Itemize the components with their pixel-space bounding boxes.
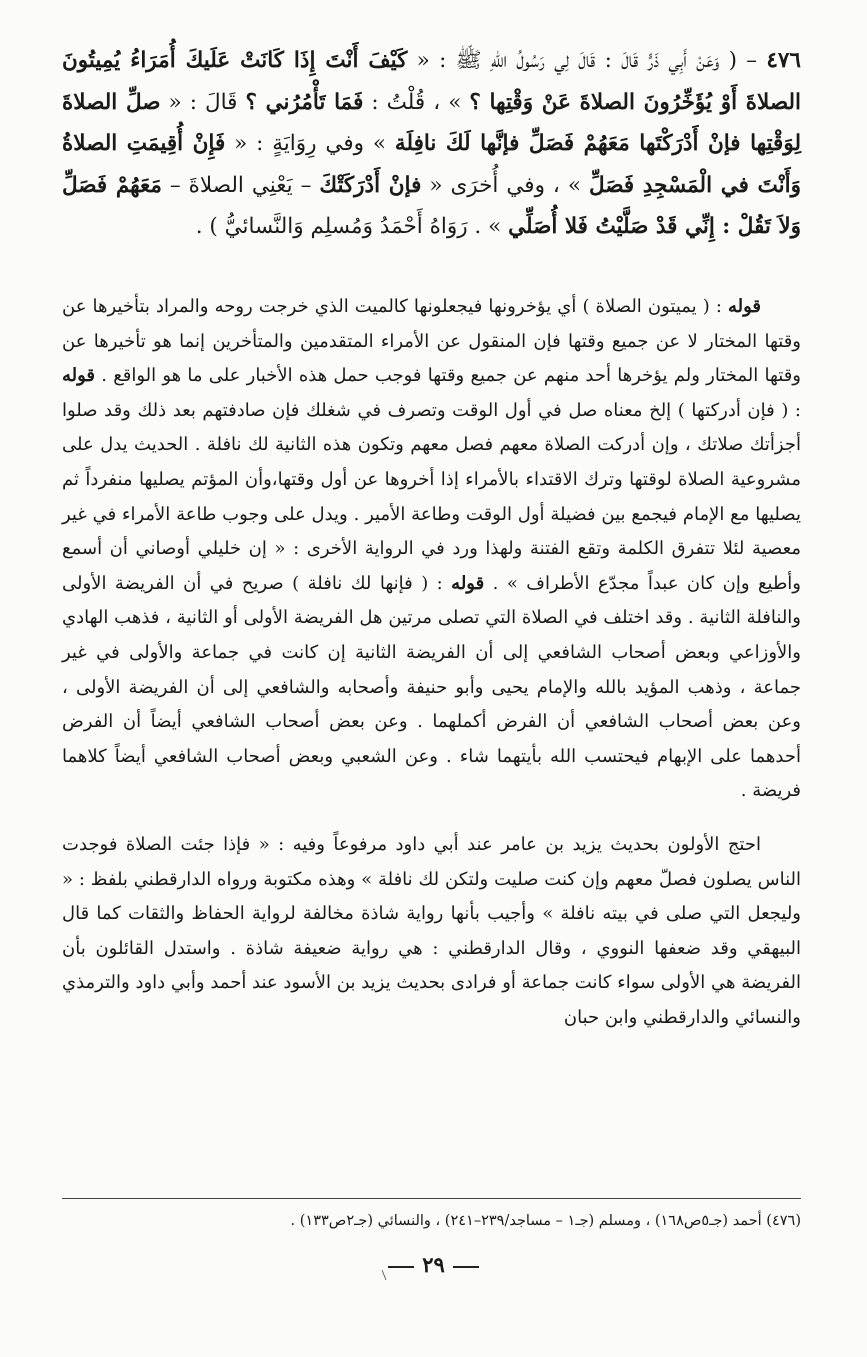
hadith-connector-3: » وفي رِوَايَةٍ : « [225, 131, 395, 156]
hadith-number: ٤٧٦ [766, 48, 801, 73]
commentary-text: : ( فإنها لك نافلة ) صريح في أن الفريضة الأولى والنافلة الثانية . وقد اختلف في الصلاة التي تصلى مرتين هل الفريضة الأولى أو الثانية ، فذهب الهادي والأوزاعي وبعض أصحاب الشافعي إلى أن الفريضة الثانية إن كانت في جماعة والأولى في غير جماعة ، وذهب المؤيد بالله والإمام يحيى وأبو حنيفة وأصحابه والشافعي إلى أن الفريضة الأولى ، وعن بعض أصحاب الشافعي أن الفرض أكملهما . وعن بعض أصحاب الشافعي أيضاً أن الفرض أحدهما على الإبهام فيحتسب الله بأيتهما شاء . وعن الشعبي وبعض أصحاب الشافعي أيضاً كلاهما فريضة . [62, 572, 802, 802]
footnote: (٤٧٦) أحمد (جـ٥ص١٦٨) ، ومسلم (جـ١ – مساجد/٢٣٩–٢٤١) ، والنسائي (جـ٢ص١٣٣) . [290, 1213, 801, 1229]
page-number-dash-left [388, 1266, 414, 1268]
hadith-intro: – ( وَعَنْ أَبِي ذَرٍّ قَالَ : قَالَ لِي رَسُولُ اللهِ ﷺ : « [407, 48, 767, 73]
hadith-text-6: مَعَهُمْ فَصَلِّ وَلاَ تَقُلْ : إِنِّي قَدْ صَلَّيْتُ فَلا أُصَلِّي [62, 172, 801, 239]
footnote-divider [62, 1198, 801, 1199]
hadith-connector-1: » ، قُلْتُ : [363, 89, 470, 115]
commentary-keyword: قوله [727, 296, 761, 317]
commentary-paragraph-1 [62, 290, 801, 809]
commentary-text: : ( يميتون الصلاة ) أي يؤخرونها فيجعلونها كالميت الذي خرجت روحه والمراد بتأخيرها عن وقتها المختار لا عن جميع وقتها فإن المنقول عن الأمراء المتقدمين والمتأخرين إنما هو تأخيرها عن وقتها المختار ولم يؤخرها أحد منهم عن جميع وقتها فوجب حمل هذه الأخبار على ما هو الواقع . [62, 296, 801, 387]
hadith-text-3: صلِّ الصلاةَ لِوَقْتِها فإنْ أَدْرَكْتَها مَعَهُمْ فَصَلِّ فإنَّها لَكَ نافِلَة [62, 89, 801, 156]
hadith-text-4: فَإِنْ أُقِيمَتِ الصلاةُ وَأَنْتَ في الْمَسْجِدِ فَصَلِّ [62, 131, 801, 198]
commentary-keyword: قوله [62, 365, 96, 387]
page-number [0, 1252, 867, 1277]
hadith-connector-4: » ، وفي أُخرَى « [421, 172, 589, 198]
page-number-value: ٢٩ [422, 1252, 445, 1277]
hadith-connector-5: – يَعْنِي الصلاةَ – [161, 172, 320, 198]
commentary-paragraph-2: احتج الأولون بحديث يزيد بن عامر عند أبي داود مرفوعاً وفيه : « فإذا جئت الصلاة فوجدت الناس يصلون فصلّ معهم وإن كنت صليت ولتكن لك نافلة » وهذه مكتوبة ورواه الدارقطني بلفظ : « وليجعل التي صلى في بيته نافلة » وأجيب بأنها رواية شاذة مخالفة لرواية الحفاظ والثقات كما قال البيهقي وقد ضعفها النووي ، وقال الدارقطني : هي رواية ضعيفة شاذة . واستدل القائلون بأن الفريضة هي الأولى سواء كانت جماعة أو فرادى بحديث يزيد بن الأسود عند أحمد وأبي داود والترمذي والنسائي والدارقطني وابن حبان [62, 833, 801, 1028]
commentary-keyword: قوله [451, 572, 485, 594]
scan-mark [380, 1270, 390, 1280]
hadith-text-5: فإنْ أَدْرَكَتْكَ [319, 172, 422, 198]
commentary-block [62, 290, 801, 1054]
page-number-dash-right [453, 1266, 479, 1268]
hadith-attribution: » . رَوَاهُ أَحْمَدُ وَمُسلِم وَالنَّسائيُّ ) . [195, 214, 509, 239]
hadith-text-2: فَمَا تَأْمُرُني ؟ [245, 89, 364, 115]
hadith-block [62, 40, 801, 248]
hadith-text-1: كَيْفَ أَنْتَ إِذَا كَانَتْ عَلَيكَ أُمَرَاءُ يُمِيتُونَ الصلاةَ أَوْ يُؤَخِّرُونَ الصلاةَ عَنْ وَقْتِها ؟ [62, 48, 802, 115]
hadith-connector-2: قَالَ : « [160, 89, 246, 115]
commentary-text: : ( فإن أدركتها ) إلخ معناه صل في أول الوقت وتصرف في شغلك فإن صادفتهم بعد ذلك وقد صلوا أجزأتك صلاتك ، وإن أدركت الصلاة معهم فصل معهم وتكون هذه الثانية لك نافلة . الحديث يدل على مشروعية الصلاة لوقتها وترك الاقتداء بالأمراء إذا أخروها عن أول وقتها،وأن المؤتم يصليها منفرداً ثم يصليها مع الإمام فيجمع بين فضيلة أول الوقت وطاعة الأمير . ويدل على وجوب طاعة الأمراء في غير معصية لئلا تتفرق الكلمة وتقع الفتنة ولهذا ورد في الرواية الأخرى : « إن خليلي أوصاني أن أسمع وأطيع وإن كان عبداً مجدّع الأطراف » . [62, 399, 801, 594]
